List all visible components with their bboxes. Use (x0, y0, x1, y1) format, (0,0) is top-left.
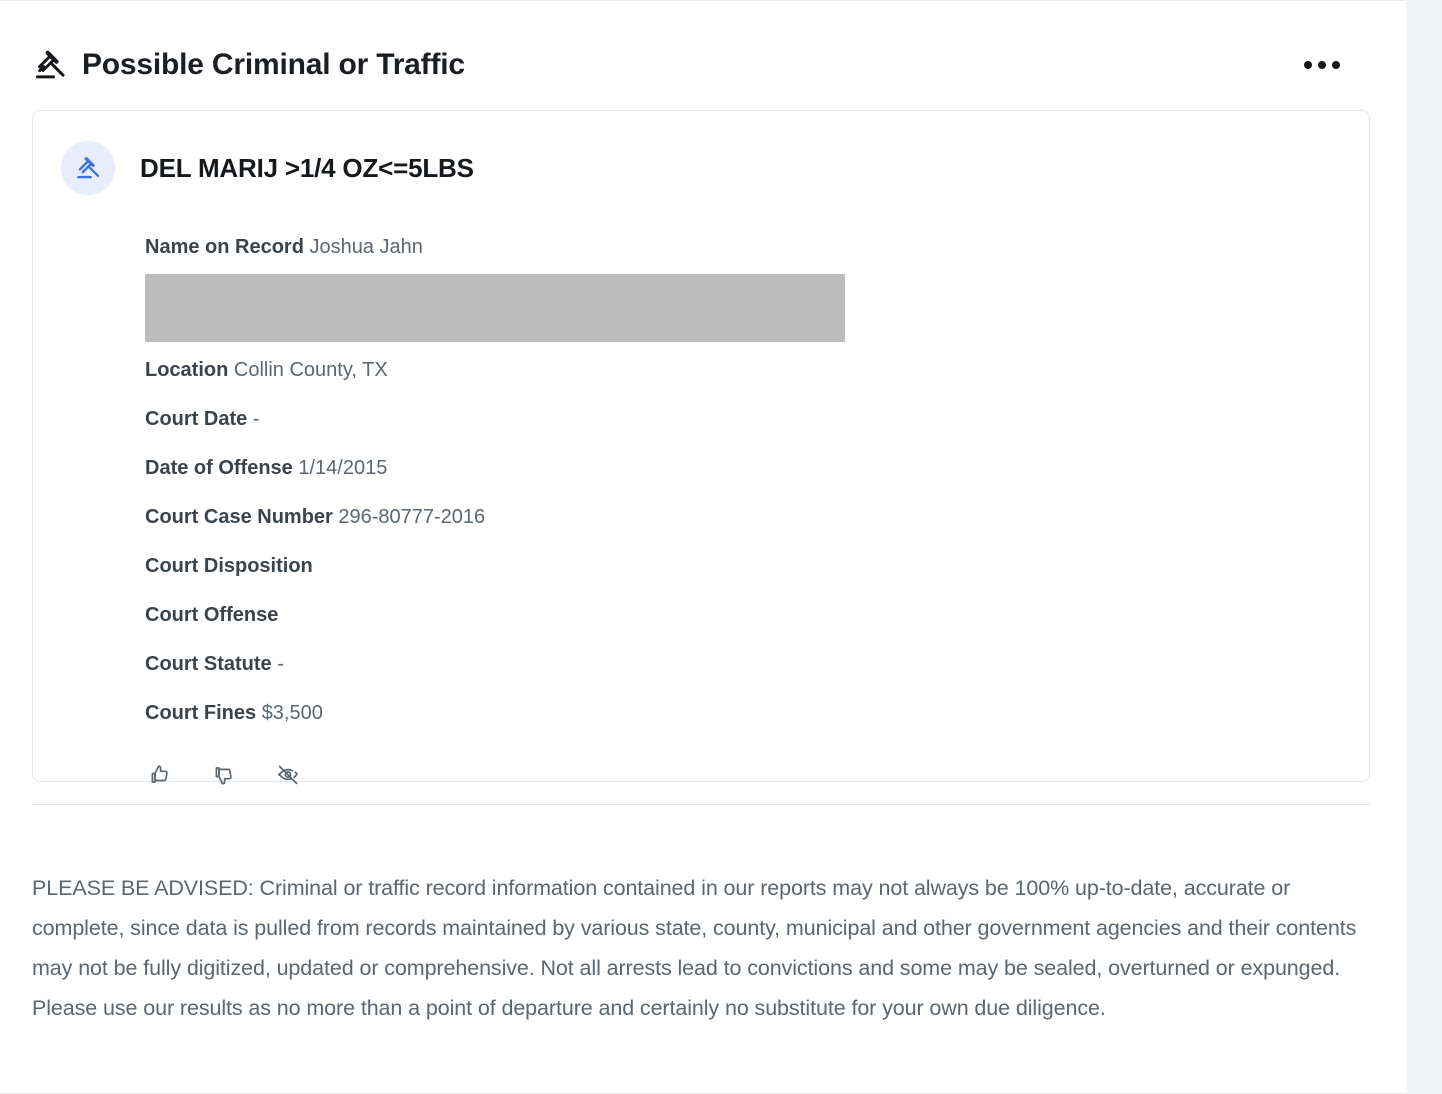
gavel-icon (32, 47, 68, 83)
field-label: Court Disposition (145, 555, 313, 577)
field-label: Date of Offense (145, 457, 293, 479)
field-label: Court Offense (145, 604, 279, 626)
field-value: 1/14/2015 (298, 457, 388, 479)
field-value: - (252, 408, 260, 430)
field-court-statute (145, 640, 1369, 689)
hide-eye-icon[interactable] (273, 760, 303, 790)
field-date-of-offense (145, 444, 1369, 493)
field-court-date (145, 395, 1369, 444)
field-label: Court Statute (145, 653, 272, 675)
field-value: Joshua Jahn (309, 236, 423, 258)
record-card (32, 110, 1370, 782)
thumbs-down-icon[interactable] (209, 760, 239, 790)
field-location (145, 346, 1369, 395)
right-gutter (1406, 0, 1442, 1094)
disclaimer-text: PLEASE BE ADVISED: Criminal or traffic record information contained in our reports may not always be 100% up-to-date, accurate or complete, since data is pulled from records maintained by various state, county, municipal and other government agencies and their contents may not be fully digitized, updated or comprehensive. Not all arrests lead to convictions and some may be sealed, overturned or expunged. Please use our results as no more than a point of departure and certainly no substitute for your own due diligence. (32, 876, 1357, 1020)
field-label: Court Case Number (145, 506, 333, 528)
section-divider (32, 804, 1370, 805)
field-court-disposition (145, 542, 1369, 591)
record-header (33, 111, 1369, 195)
field-court-offense (145, 591, 1369, 640)
field-label: Court Fines (145, 702, 257, 724)
dot-icon (1318, 61, 1326, 69)
page-title: Possible Criminal or Traffic (82, 48, 465, 81)
field-value: $3,500 (261, 702, 323, 724)
redacted-field (145, 274, 845, 342)
reaction-row (33, 738, 1369, 790)
field-court-fines (145, 689, 1369, 738)
dot-icon (1332, 61, 1340, 69)
section-header (32, 34, 1346, 96)
field-label: Court Date (145, 408, 248, 430)
record-fields (33, 195, 1369, 738)
field-label: Location (145, 359, 229, 381)
record-title: DEL MARIJ >1/4 OZ<=5LBS (140, 152, 474, 183)
field-name-on-record (145, 223, 1369, 272)
field-value: Collin County, TX (233, 359, 388, 381)
top-divider (0, 0, 1406, 1)
field-court-case-number (145, 493, 1369, 542)
field-value: 296-80777-2016 (338, 506, 486, 528)
field-label: Name on Record (145, 236, 304, 258)
dot-icon (1304, 61, 1312, 69)
thumbs-up-icon[interactable] (145, 760, 175, 790)
field-value: - (277, 653, 284, 675)
avatar (61, 141, 115, 195)
more-options-button[interactable] (1298, 45, 1346, 85)
